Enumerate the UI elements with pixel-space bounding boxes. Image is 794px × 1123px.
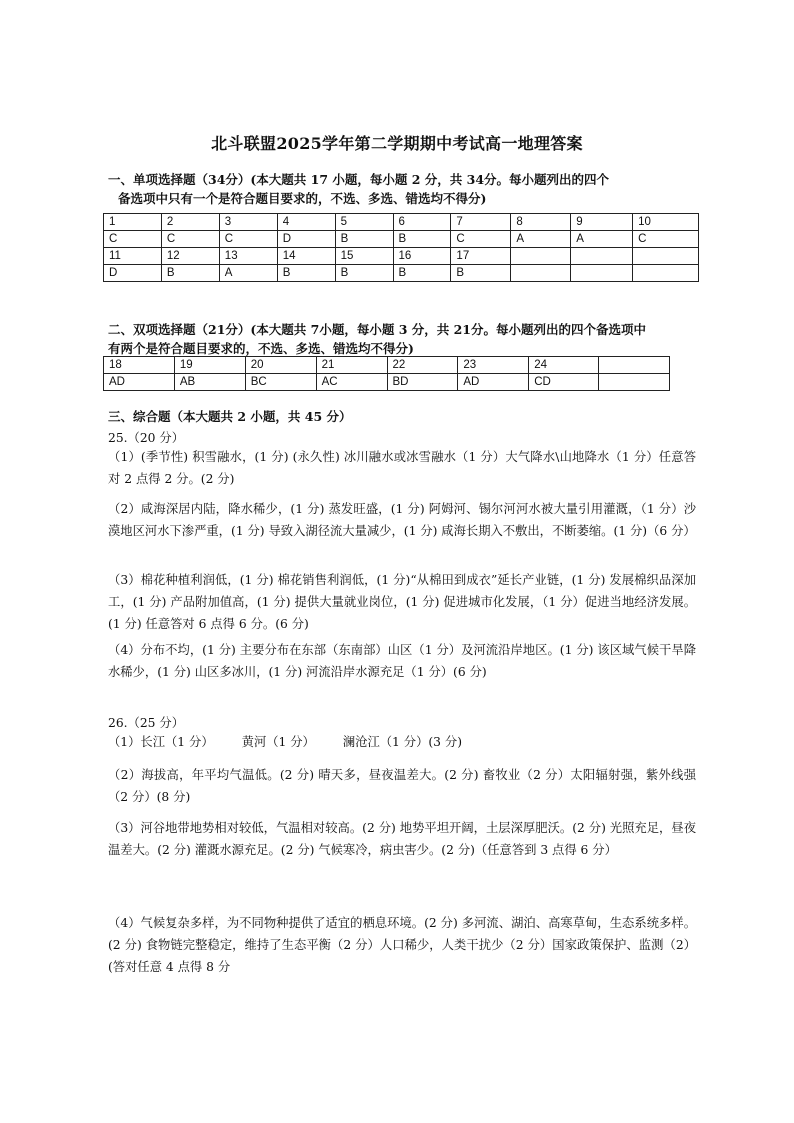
table-cell: A: [219, 265, 277, 282]
table-cell: [511, 248, 571, 265]
table-cell: D: [277, 231, 335, 248]
table-row: [104, 374, 670, 391]
q25-answer-1: （1）(季节性) 积雪融水，(1 分) (永久性) 冰川融水或冰雪融水（1 分）大气降水\山地降水（1 分）任意答对 2 点得 2 分。(2 分): [108, 450, 696, 486]
table-cell: 20: [245, 357, 316, 374]
table-cell: AC: [316, 374, 387, 391]
table-cell: CD: [529, 374, 599, 391]
table-cell: 14: [277, 248, 335, 265]
table-cell: B: [335, 231, 393, 248]
table-cell: 4: [277, 214, 335, 231]
q26-answer-1c: 澜沧江（1 分）(3 分): [342, 735, 462, 749]
table-cell: [633, 248, 699, 265]
page-title: 北斗联盟2025学年第二学期期中考试高一地理答案: [211, 134, 583, 153]
table-cell: 9: [571, 214, 633, 231]
section1-rows: [104, 214, 699, 282]
table-cell: 2: [161, 214, 219, 231]
section1-heading: [108, 170, 688, 208]
section1-answer-table: [103, 213, 699, 282]
table-cell: [599, 357, 670, 374]
table-cell: [571, 265, 633, 282]
table-cell: C: [161, 231, 219, 248]
q26-answer-4: （4）气候复杂多样，为不同物种提供了适宜的栖息环境。(2 分) 多河流、湖泊、高寒草甸，生态系统多样。(2 分) 食物链完整稳定，维持了生态平衡（2 分）人口稀少，人类干扰少（2 分）国家政策保护、监测（2）(答对任意 4 点得 8 分: [108, 916, 696, 974]
table-cell: B: [451, 265, 511, 282]
table-cell: 13: [219, 248, 277, 265]
q26-answer-3: （3）河谷地带地势相对较低，气温相对较高。(2 分) 地势平坦开阔，土层深厚肥沃。(2 分) 光照充足，昼夜温差大。(2 分) 灌溉水源充足。(2 分) 气候寒冷，病虫害少。(2 分)（任意答到 3 点得 6 分）: [108, 821, 696, 857]
table-cell: B: [277, 265, 335, 282]
table-cell: 19: [174, 357, 245, 374]
table-row: [104, 265, 699, 282]
table-cell: 3: [219, 214, 277, 231]
table-cell: [633, 265, 699, 282]
table-cell: A: [511, 231, 571, 248]
table-cell: BC: [245, 374, 316, 391]
section2-rows: [104, 357, 670, 391]
table-cell: B: [393, 231, 451, 248]
table-cell: 8: [511, 214, 571, 231]
table-cell: D: [104, 265, 162, 282]
q25-answer-4: （4）分布不均，(1 分) 主要分布在东部（东南部）山区（1 分）及河流沿岸地区。(1 分) 该区域气候干旱降水稀少，(1 分) 山区多冰川，(1 分) 河流沿岸水源充足（1 分）(6 分): [108, 643, 696, 679]
table-cell: B: [335, 265, 393, 282]
table-cell: 21: [316, 357, 387, 374]
table-cell: C: [219, 231, 277, 248]
table-cell: [511, 265, 571, 282]
table-cell: 16: [393, 248, 451, 265]
table-cell: 11: [104, 248, 162, 265]
q25-answer-2: （2）咸海深居内陆，降水稀少，(1 分) 蒸发旺盛，(1 分) 阿姆河、锡尔河河水被大量引用灌溉，（1 分）沙漠地区河水下渗严重，(1 分) 导致入湖径流大量减少，(1 分) 咸海长期入不敷出，不断萎缩。(1 分)（6 分）: [108, 502, 696, 538]
table-cell: C: [104, 231, 162, 248]
table-cell: 10: [633, 214, 699, 231]
table-cell: A: [571, 231, 633, 248]
q26-answer-2: （2）海拔高，年平均气温低。(2 分) 晴天多，昼夜温差大。(2 分) 畜牧业（2 分）太阳辐射强，紫外线强（2 分）(8 分): [108, 768, 696, 804]
section1-heading-line2: 备选项中只有一个是符合题目要求的，不选、多选、错选均不得分): [118, 191, 487, 206]
table-cell: C: [633, 231, 699, 248]
table-cell: AD: [458, 374, 529, 391]
table-cell: 18: [104, 357, 175, 374]
table-cell: 12: [161, 248, 219, 265]
table-cell: 5: [335, 214, 393, 231]
table-cell: 22: [387, 357, 458, 374]
table-row: [104, 248, 699, 265]
table-cell: 7: [451, 214, 511, 231]
q26-answer-1a: （1）长江（1 分）: [108, 735, 214, 749]
table-row: [104, 357, 670, 374]
section2-heading: [108, 320, 688, 358]
table-row: [104, 214, 699, 231]
table-cell: 1: [104, 214, 162, 231]
table-cell: [599, 374, 670, 391]
section2-answer-table: [103, 356, 670, 391]
section1-heading-line1: 一、单项选择题（34分）(本大题共 17 小题，每小题 2 分，共 34分。每小题列出的四个: [108, 172, 610, 187]
table-cell: 24: [529, 357, 599, 374]
table-cell: AB: [174, 374, 245, 391]
q26-label: 26.（25 分）: [108, 716, 185, 730]
table-cell: AD: [104, 374, 175, 391]
table-cell: 6: [393, 214, 451, 231]
section3-heading: 三、综合题（本大题共 2 小题，共 45 分）: [108, 409, 352, 424]
table-cell: 17: [451, 248, 511, 265]
table-cell: C: [451, 231, 511, 248]
table-cell: B: [161, 265, 219, 282]
q25-label: 25.（20 分）: [108, 431, 185, 445]
section2-heading-line1: 二、双项选择题（21分）(本大题共 7小题，每小题 3 分，共 21分。每小题列出的四个备选项中: [108, 322, 647, 337]
table-cell: [571, 248, 633, 265]
q26-answer-1: [108, 731, 696, 753]
q26-answer-1b: 黄河（1 分）: [241, 735, 315, 749]
table-cell: BD: [387, 374, 458, 391]
table-cell: 15: [335, 248, 393, 265]
table-cell: 23: [458, 357, 529, 374]
q25-answer-3: （3）棉花种植利润低，(1 分) 棉花销售利润低，(1 分)“从棉田到成衣”延长产业链，(1 分) 发展棉织品深加工，(1 分) 产品附加值高，(1 分) 提供大量就业岗位，(1 分) 促进城市化发展，（1 分）促进当地经济发展。(1 分) 任意答对 6 点得 6 分。(6 分): [108, 573, 696, 631]
section2-heading-line2: 有两个是符合题目要求的，不选、多选、错选均不得分): [108, 341, 414, 356]
table-row: [104, 231, 699, 248]
table-cell: B: [393, 265, 451, 282]
